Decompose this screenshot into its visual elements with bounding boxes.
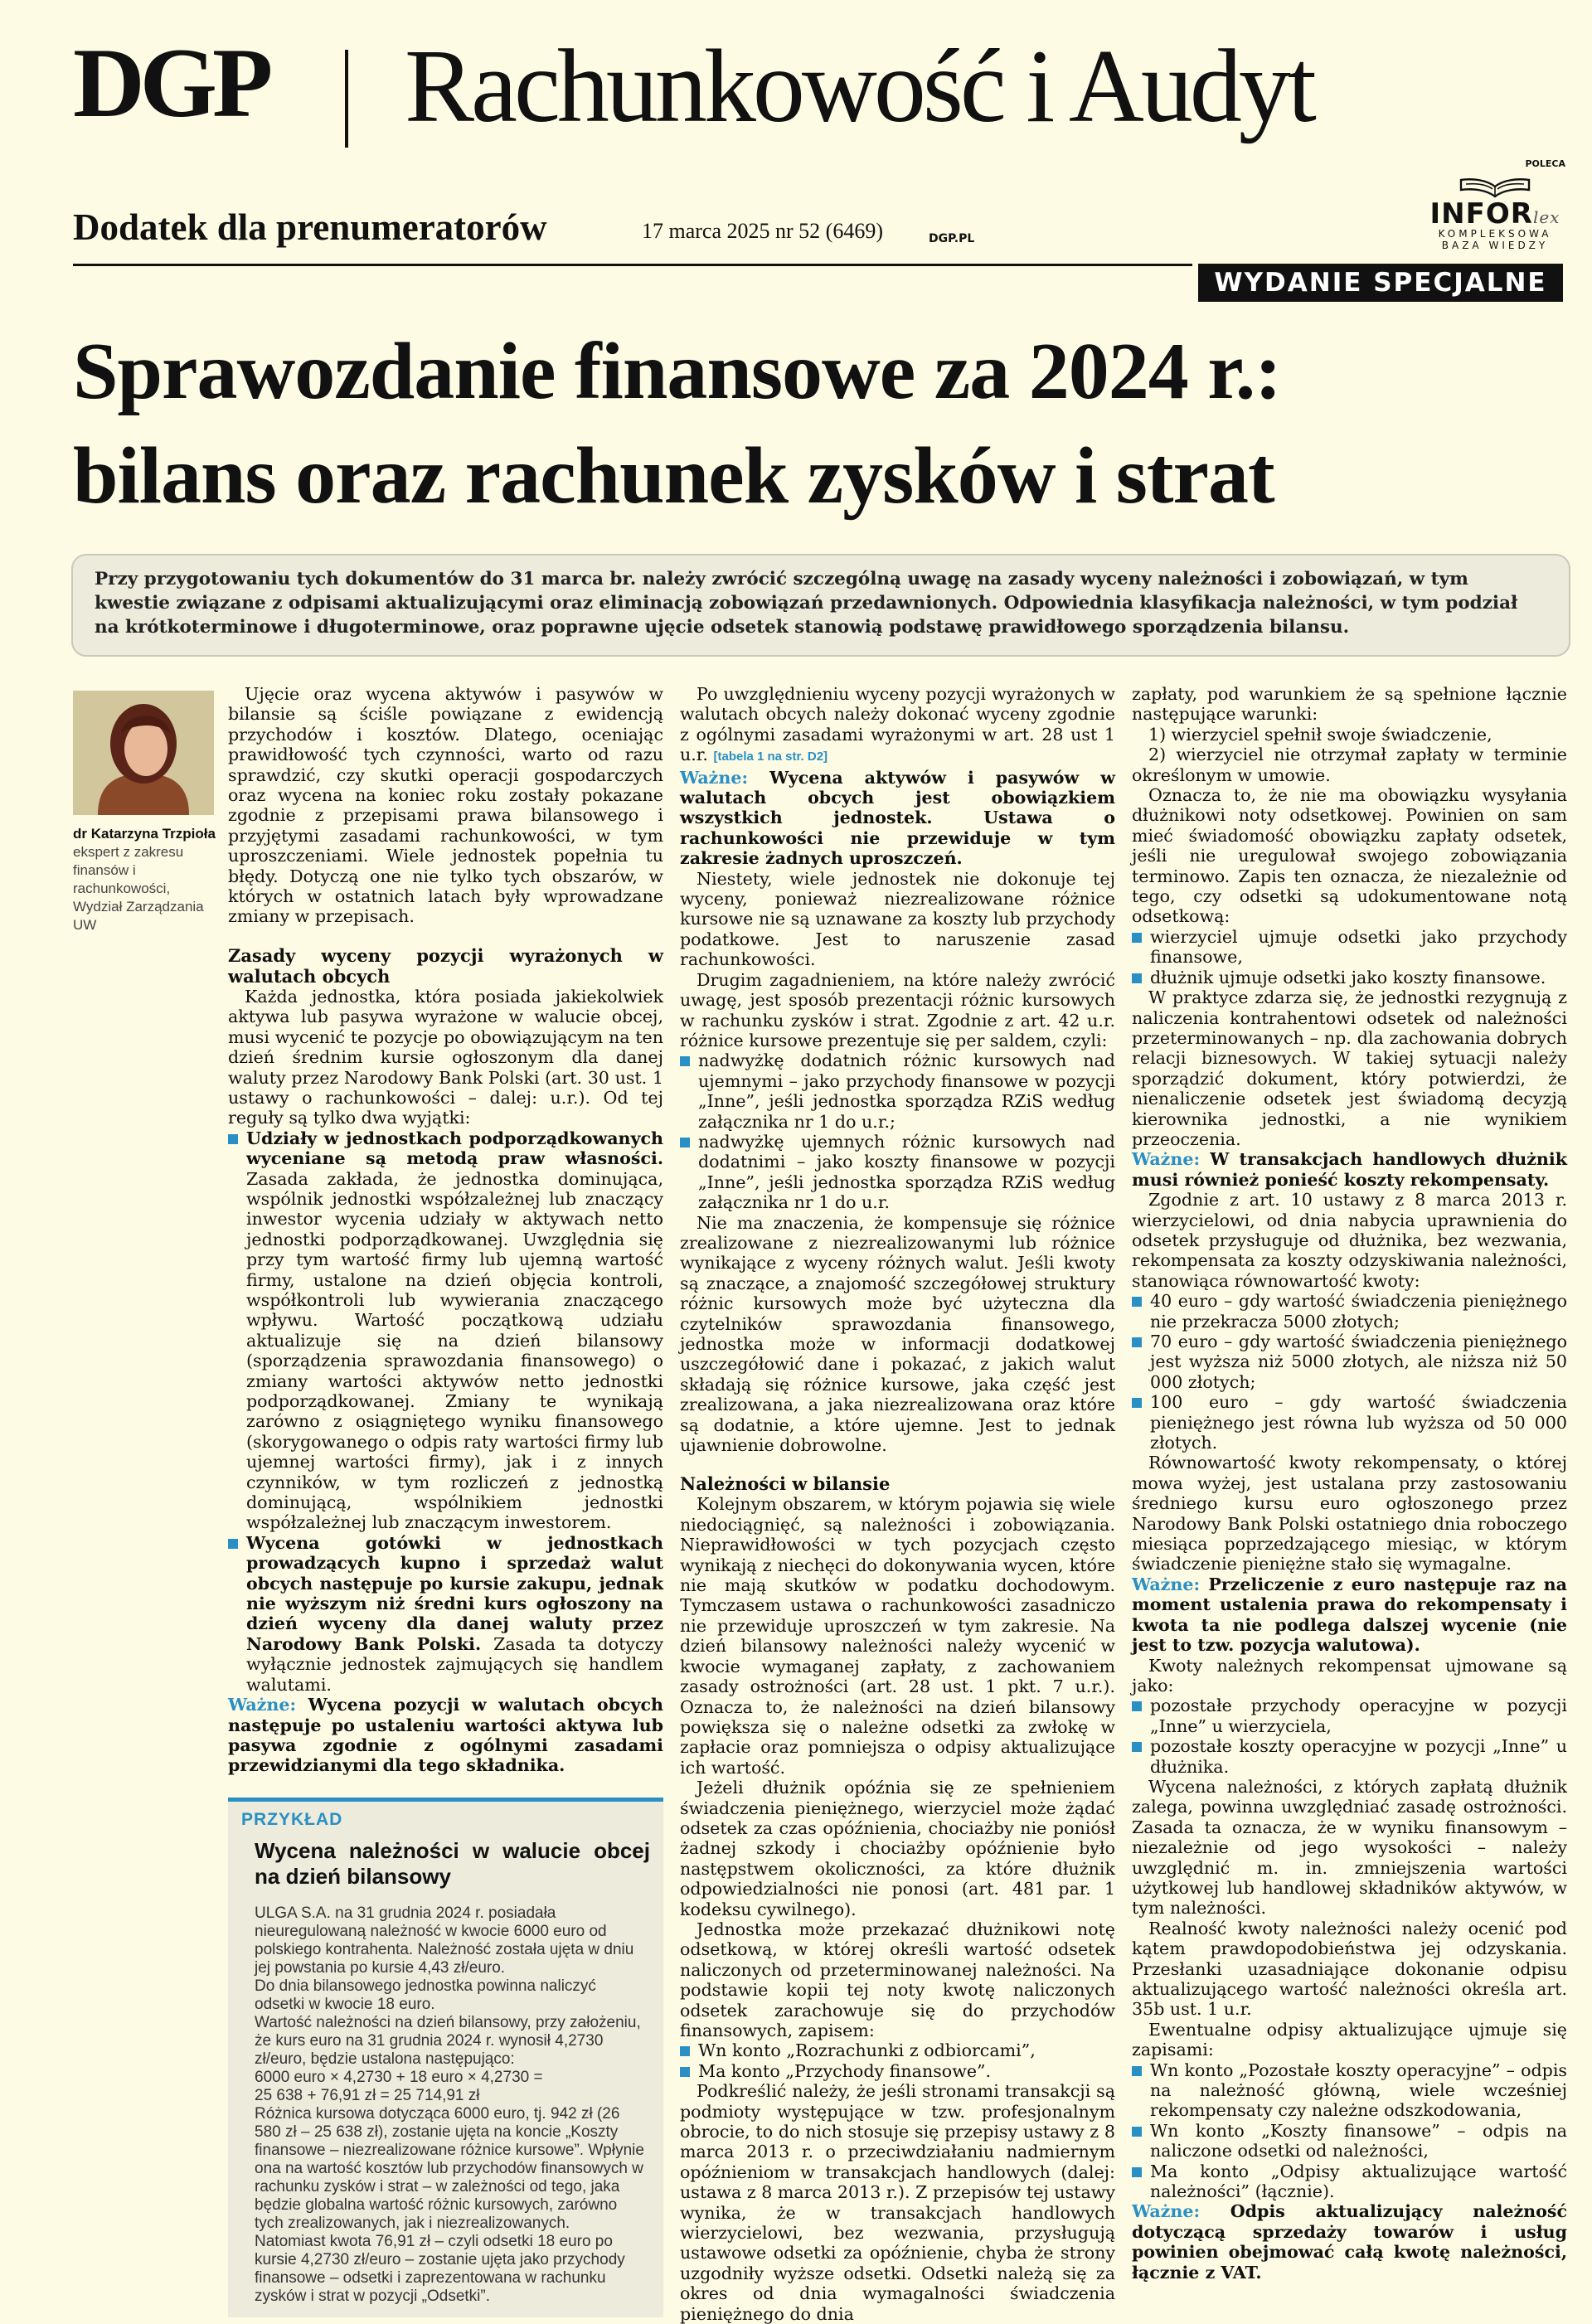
masthead bbox=[73, 27, 1553, 149]
site-link[interactable]: DGP.PL bbox=[929, 232, 975, 245]
list-item: 100 euro – gdy wartość świadczenia pieniężnego jest równa lub wyższa od 50 000 złotych. bbox=[1132, 1392, 1567, 1453]
paragraph: Jednostka może przekazać dłużnikowi notę odsetkową, w której określi wartość odsetek naliczonych od przeterminowanej należności. Na podstawie kopii tej noty kwotę naliczonych odsetek zarachowuje się do przychodów finansowych, zapisem: bbox=[680, 1919, 1115, 2040]
list-item: 70 euro – gdy wartość świadczenia pieniężnego jest wyższa niż 5000 złotych, ale niższa niż 50 000 złotych; bbox=[1132, 1332, 1567, 1392]
fx-presentation-list bbox=[680, 1050, 1115, 1212]
partner-label: POLECA bbox=[1525, 158, 1565, 169]
issue-info: 17 marca 2025 nr 52 (6469) bbox=[642, 219, 883, 243]
supplement-title: Rachunkowość i Audyt bbox=[405, 29, 1313, 144]
paragraph: Równowartość kwoty rekompensaty, o której mowa wyżej, jest ustalana przy zastosowaniu średniego kursu euro ogłoszonego przez Narodowy Bank Polski ostatniego dnia roboczego miesiąca poprzedzającego miesiąc, w którym świadczenie pieniężne stało się wymagalne. bbox=[1132, 1453, 1567, 1574]
article-column-1 bbox=[228, 684, 663, 2317]
article-column-2 bbox=[680, 684, 1115, 2324]
paragraph: Podkreślić należy, że jeśli stronami transakcji są podmioty występujące w tzw. profesjonalnym obrocie, to do nich stosuje się przepisy ustawy z 8 marca 2013 r. o przeciwdziałaniu nadmiernym opóźnieniom w transakcjach handlowych (dalej: ustawa z 8 marca 2013 r.). Z przepisów tej ustawy wynika, że w transakcjach handlowych wierzycielowi, bez wezwania, przysługują ustawowe odsetki za opóźnienie, chyba że strony uzgodniły wyższe odsetki. Odsetki należą się za okres od dnia wymagalności świadczenia pieniężnego do dnia bbox=[680, 2081, 1115, 2324]
list-item: pozostałe przychody operacyjne w pozycji „Inne” u wierzyciela, bbox=[1132, 1696, 1567, 1736]
paragraph: Zgodnie z art. 10 ustawy z 8 marca 2013 r. wierzycielowi, od dnia nabycia uprawnienia do odsetek przysługuje od dłużnika, bez wezwania, rekompensata za koszty odzyskiwania należności, stanowiąca równowartość kwoty: bbox=[1132, 1190, 1567, 1291]
headline-line-1: Sprawozdanie finansowe za 2024 r.: bbox=[73, 327, 1281, 416]
paragraph: Oznacza to, że nie ma obowiązku wysyłania dłużnikowi noty odsetkowej. Powinien on sam mieć świadomość obowiązku zapłaty odsetek, jeśli nie uregulował swojego zobowiązania terminowo. Zapis ten oznacza, że niezależnie od tego, czy odsetki są udokumentowane notą odsetkową: bbox=[1132, 785, 1567, 927]
list-item: Wycena gotówki w jednostkach prowadzących kupno i sprzedaż walut obcych następuje po kursie zakupu, jednak nie wyższym niż średni kurs ogłoszony na dzień wyceny dla danej waluty przez Narodowy Bank Polski. Zasada ta dotyczy wyłącznie jednostek zajmujących się handlem walutami. bbox=[228, 1533, 663, 1695]
masthead-rule bbox=[73, 264, 1192, 266]
list-item: Ma konto „Odpisy aktualizujące wartość należności” (łącznie). bbox=[1132, 2161, 1567, 2202]
paragraph: Kwoty należnych rekompensat ujmowane są jako: bbox=[1132, 1655, 1567, 1696]
headline-line-2: bilans oraz rachunek zysków i strat bbox=[73, 431, 1274, 521]
partner-logo[interactable] bbox=[1425, 158, 1565, 252]
booking-list bbox=[680, 2040, 1115, 2081]
dgp-logo[interactable]: DGP bbox=[73, 27, 269, 138]
list-item: dłużnik ujmuje odsetki jako koszty finansowe. bbox=[1132, 968, 1567, 987]
headline bbox=[73, 319, 1557, 528]
condition-item: 1) wierzyciel spełnił swoje świadczenie, bbox=[1148, 724, 1492, 745]
section-heading: Zasady wyceny pozycji wyrażonych w walutach obcych bbox=[228, 944, 663, 987]
masthead-divider bbox=[345, 50, 348, 148]
author-info bbox=[73, 825, 218, 934]
author-name: dr Katarzyna Trzpioła bbox=[73, 826, 216, 842]
exceptions-list bbox=[228, 1128, 663, 1695]
paragraph: Drugim zagadnieniem, na które należy zwrócić uwagę, jest sposób prezentacji różnic kursowych w rachunku zysków i strat. Zgodnie z art. 42 u.r. różnice kursowe prezentuje się per saldem, czyli: bbox=[680, 969, 1115, 1050]
partner-tagline-2: BAZA WIEDZY bbox=[1441, 240, 1549, 252]
list-item: Wn konto „Rozrachunki z odbiorcami”, bbox=[680, 2040, 1115, 2060]
paragraph: Nie ma znaczenia, że kompensuje się różnice zrealizowane z niezrealizowanymi lub różnice wynikające z wyceny różnych walut. Jeśli kwoty są znaczące, a znajomość szczegółowej struktury różnic kursowych może być użyteczna dla czytelników sprawozdania finansowego, jednostka może w informacji dodatkowej uszczegółowić dane i pokazać, z jakich walut składają się różnice kursowe, jaka część jest zrealizowana, a jaka niezrealizowana oraz które są dodatnie, a które ujemne. Jest to jednak ujawnienie dobrowolne. bbox=[680, 1212, 1115, 1456]
example-title: Wycena należności w walucie obcej na dzień bilansowy bbox=[255, 1838, 650, 1890]
paragraph: zapłaty, pod warunkiem że są spełnione łącznie następujące warunki: bbox=[1132, 684, 1567, 725]
section-heading: Należności w bilansie bbox=[680, 1473, 891, 1495]
paragraph: Jeżeli dłużnik opóźnia się ze spełnieniem świadczenia pieniężnego, wierzyciel może żądać odsetek za czas opóźnienia, chociażby nie poniósł żadnej szkody i chociażby opóźnienie było następstwem okoliczności, za które dłużnik odpowiedzialności nie ponosi (art. 481 par. 1 kodeksu cywilnego). bbox=[680, 1778, 1115, 1919]
example-box bbox=[228, 1798, 663, 2317]
partner-tagline-1: KOMPLEKSOWA bbox=[1438, 228, 1552, 240]
author-photo bbox=[73, 691, 214, 815]
paragraph: W praktyce zdarza się, że jednostki rezygnują z naliczenia kontrahentowi odsetek od należności przeterminowanych – np. dla zachowania dobrych relacji biznesowych. W takiej sytuacji należy sporządzić dokument, który potwierdzi, że nienaliczenie odsetek jest świadomą decyzją kierownika jednostki, a nie wynikiem przeoczenia. bbox=[1132, 987, 1567, 1149]
list-item: nadwyżkę ujemnych różnic kursowych nad dodatnimi – jako koszty finansowe w pozycji „Inne”, jeśli jednostka sporządza RZiS według załącznika nr 1 do u.r. bbox=[680, 1132, 1115, 1213]
partner-name: INFORlex bbox=[1429, 197, 1560, 230]
paragraph: Każda jednostka, która posiada jakiekolwiek aktywa lub pasywa wyrażone w walucie obcej, musi wycenić te pozycje po obowiązującym na ten dzień średnim kursie ogłoszonym dla danej waluty przez Narodowy Bank Polski (art. 30 ust. 1 ustawy o rachunkowości – dalej: u.r.). Od tej reguły są tylko dwa wyjątki: bbox=[228, 986, 663, 1128]
important-note: Ważne: Wycena aktywów i pasywów w walutach obcych jest obowiązkiem wszystkich jednostek. Ustawa o rachunkowości nie przewiduje w tym zakresie żadnych uproszczeń. bbox=[680, 767, 1115, 869]
list-item: Wn konto „Koszty finansowe” – odpis na naliczone odsetki od należności, bbox=[1132, 2121, 1567, 2161]
book-icon bbox=[1458, 173, 1532, 198]
example-body: ULGA S.A. na 31 grudnia 2024 r. posiadała nieuregulowaną należność w kwocie 6000 euro od polskiego kontrahenta. Należność została ujęta w dniu jej powstania po kursie 4,43 zł/euro. Do dnia bilansowego jednostka powinna naliczyć odsetki w kwocie 18 euro. Wartość należności na dzień bilansowy, przy założeniu, że kurs euro na 31 grudnia 2024 r. wynosił 4,2730 zł/euro, będzie ustalona następująco: 6000 euro × 4,2730 + 18 euro × 4,2730 = 25 638 + 76,91 zł = 25 714,91 zł Różnica kursowa dotycząca 6000 euro, tj. 942 zł (26 580 zł – 25 638 zł), zostanie ujęta na koncie „Koszty finansowe – niezrealizowane różnice kursowe”. Wpłynie ona na wartość kosztów lub przychodów finansowych w rachunku zysków i strat – w zależności od tego, jaka będzie globalna wartość różnic kursowych, zarówno tych zrealizowanych, jak i niezrealizowanych. Natomiast kwota 76,91 zł – czyli odsetki 18 euro po kursie 4,2730 zł/euro – zostanie ujęta jako przychody finansowe – odsetki i zaprezentowana w rachunku zysków i strat w pozycji „Odsetki”. bbox=[255, 1904, 644, 2306]
interest-list bbox=[1132, 927, 1567, 987]
special-edition-badge: WYDANIE SPECJALNE bbox=[1198, 264, 1563, 302]
example-label: PRZYKŁAD bbox=[241, 1809, 343, 1829]
list-item: Ma konto „Przychody finansowe”. bbox=[680, 2061, 1115, 2081]
important-note: Ważne: Wycena pozycji w walutach obcych następuje po ustaleniu wartości aktywa lub pasywa zgodnie z ogólnymi zasadami przewidzianymi dla tego składnika. bbox=[228, 1695, 663, 1776]
paragraph: Po uwzględnieniu wyceny pozycji wyrażonych w walutach obcych należy dokonać wyceny zgodnie z ogólnymi zasadami wyrażonymi w art. 28 ust 1 u.r. [tabela 1 na str. D2] bbox=[680, 684, 1115, 765]
table-reference-link[interactable]: [tabela 1 na str. D2] bbox=[713, 750, 828, 764]
paragraph: Niestety, wiele jednostek nie dokonuje tej wyceny, ponieważ niezrealizowane różnice kursowe nie są uznawane za koszty lub przychody podatkowe. Jest to naruszenie zasad rachunkowości. bbox=[680, 868, 1115, 970]
article-column-3 bbox=[1132, 684, 1567, 2283]
paragraph: Ujęcie oraz wycena aktywów i pasywów w bilansie są ściśle powiązane z ewidencją przychodów i kosztów. Dlatego, oceniając prawidłowość tych czynności, warto od razu sprawdzić, czy skutki operacji gospodarczych oraz wycena na koniec roku zostały pokazane zgodnie z przepisami prawa bilansowego i przyjętymi zasadami rachunkowości, w tym uproszczeniami. Wiele jednostek popełnia tu błędy. Dotyczą one nie tylko tych obszarów, w których w ostatnich latach były wprowadzane zmiany w przepisach. bbox=[228, 684, 663, 927]
condition-item: 2) wierzyciel nie otrzymał zapłaty w terminie określonym w umowie. bbox=[1132, 745, 1567, 785]
compensation-booking-list bbox=[1132, 1696, 1567, 1777]
paragraph: Realność kwoty należności należy ocenić pod kątem prawdopodobieństwa jej odzyskania. Przesłanki uzasadniające dokonanie odpisu aktualizującego wartość należności określa art. 35b ust. 1 u.r. bbox=[1132, 1918, 1567, 2020]
important-note: Ważne: Odpis aktualizujący należność dotyczącą sprzedaży towarów i usług powinien obejmować całą kwotę należności, łącznie z VAT. bbox=[1132, 2201, 1567, 2283]
list-item: Udziały w jednostkach podporządkowanych wyceniane są metodą praw własności. Zasada zakłada, że jednostka dominująca, wspólnik jednostki współzależnej lub znaczący inwestor wycenia udziały w aktywach netto jednostki podporządkowanej. Uwzględnia się przy tym wartość firmy lub ujemną wartość firmy, ustalone na dzień objęcia kontroli, współkontroli lub wywierania znaczącego wpływu. Wartość początkową udziału aktualizuje się na dzień bilansowy (sporządzenia sprawozdania finansowego) o zmiany wartości aktywów netto jednostki podporządkowanej. Zmiany te wynikają zarówno z osiągniętego wyniku finansowego (skorygowanego o odpis raty wartości firmy lub ujemnej wartości firmy), jak i z innych czynników, w tym rozliczeń z jednostką dominującą, wspólnikiem jednostki współzależnej lub znaczącym inwestorem. bbox=[228, 1128, 663, 1533]
subscriber-line: Dodatek dla prenumeratorów bbox=[73, 206, 547, 248]
list-item: pozostałe koszty operacyjne w pozycji „Inne” u dłużnika. bbox=[1132, 1736, 1567, 1777]
paragraph: Ewentualne odpisy aktualizujące ujmuje się zapisami: bbox=[1132, 2019, 1567, 2060]
paragraph: Wycena należności, z których zapłatą dłużnik zalega, powinna uwzględniać zasadę ostrożności. Zasada ta oznacza, że w wyniku finansowym – niezależnie od jego wysokości – należy uwzględnić m. in. zmniejszenia wartości użytkowej lub handlowej składników aktywów, w tym należności. bbox=[1132, 1776, 1567, 1919]
author-bio: ekspert z zakresu finansów i rachunkowości, Wydział Zarządzania UW bbox=[73, 844, 204, 933]
important-note: Ważne: W transakcjach handlowych dłużnik musi również ponieść koszty rekompensaty. bbox=[1132, 1149, 1567, 1190]
compensation-list bbox=[1132, 1291, 1567, 1453]
lead-box: Przy przygotowaniu tych dokumentów do 31 marca br. należy zwrócić szczególną uwagę na zasady wyceny należności i zobowiązań, w tym kwestie związane z odpisami aktualizującymi oraz eliminacją zobowiązań przedawnionych. Odpowiednia klasyfikacja należności, w tym podział na krótkoterminowe i długoterminowe, oraz poprawne ujęcie odsetek stanowią podstawę prawidłowego sporządzenia bilansu. bbox=[71, 554, 1570, 657]
list-item: Wn konto „Pozostałe koszty operacyjne” – odpis na należność główną, wiele wcześniej rekompensaty czy należne odszkodowania, bbox=[1132, 2060, 1567, 2121]
list-item: 40 euro – gdy wartość świadczenia pieniężnego nie przekracza 5000 złotych; bbox=[1132, 1291, 1567, 1332]
paragraph: Kolejnym obszarem, w którym pojawia się wiele niedociągnięć, są należności i zobowiązania. Nieprawidłowości w tych pozycjach często wynikają z niechęci do dokonywania wycen, które nie mają skutków w podatku dochodowym. Tymczasem ustawa o rachunkowości zasadniczo nie przewiduje uproszczeń w tym zakresie. Na dzień bilansowy należności należy wycenić w kwocie wymaganej zapłaty, z zachowaniem zasady ostrożności (art. 28 ust. 1 pkt. 7 u.r.). Oznacza to, że należności na dzień bilansowy powiększa się o należne odsetki za zwłokę w zapłacie oraz pomniejsza o odpisy aktualizujące ich wartość. bbox=[680, 1494, 1115, 1778]
write-down-list bbox=[1132, 2060, 1567, 2202]
list-item: wierzyciel ujmuje odsetki jako przychody finansowe, bbox=[1132, 927, 1567, 968]
important-note: Ważne: Przeliczenie z euro następuje raz na moment ustalenia prawa do rekompensaty i kwota ta nie podlega dalszej wycenie (nie jest to tzw. pozycja walutowa). bbox=[1132, 1574, 1567, 1656]
list-item: nadwyżkę dodatnich różnic kursowych nad ujemnymi – jako przychody finansowe w pozycji „Inne”, jeśli jednostka sporządza RZiS według załącznika nr 1 do u.r.; bbox=[680, 1050, 1115, 1132]
